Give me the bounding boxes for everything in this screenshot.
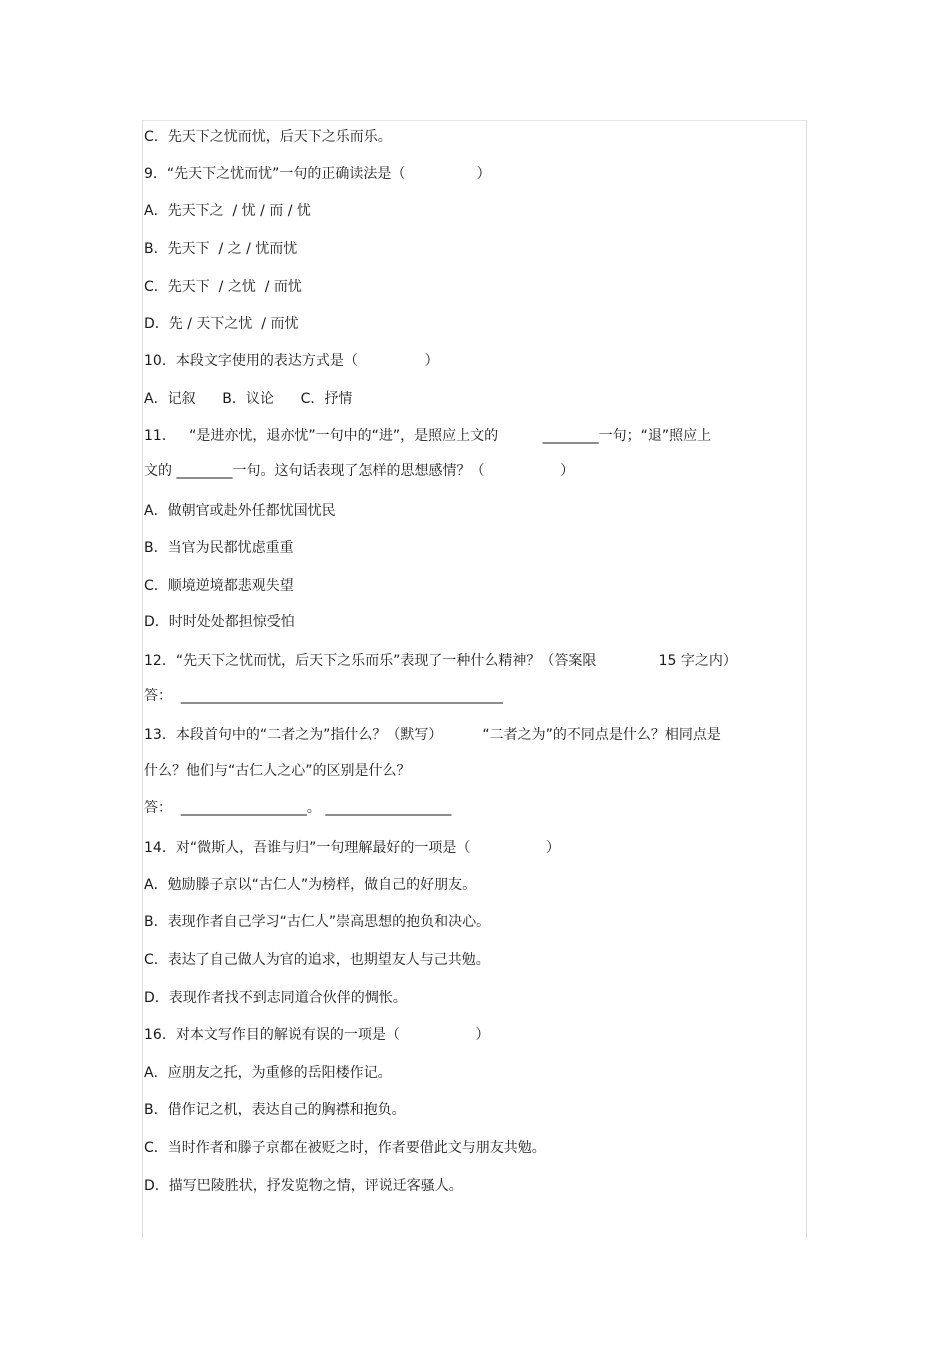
q8-option-c: C．先天下之忧而忧，后天下之乐而乐。 (144, 129, 392, 145)
q11-question-line1: 11． “是进亦忧，退亦忧”一句中的“进”，是照应上文的 ________一句；“退”照应上 (144, 428, 712, 444)
q11-option-d: D．时时处处都担惊受怕 (144, 614, 295, 630)
q16-option-d: D．描写巴陵胜状，抒发览物之情，评说迁客骚人。 (144, 1178, 463, 1194)
q13-answer-line: 答： __________________。 __________________ (144, 800, 452, 816)
q14-option-c: C．表达了自己做人为官的追求，也期望友人与己共勉。 (144, 952, 490, 968)
q10-question: 10．本段文字使用的表达方式是（ ） (144, 353, 439, 369)
page-frame-right (806, 120, 807, 1238)
q9-question: 9．“先天下之忧而忧”一句的正确读法是（ ） (144, 166, 491, 182)
q9-option-a: A．先天下之 / 忧 / 而 / 忧 (144, 203, 311, 219)
q12-question: 12．“先天下之忧而忧，后天下之乐而乐”表现了一种什么精神？（答案限 15 字之内） (144, 653, 737, 669)
q11-option-b: B．当官为民都忧虑重重 (144, 540, 294, 556)
q14-option-d: D．表现作者找不到志同道合伙伴的惆怅。 (144, 990, 407, 1006)
q14-option-a: A．勉励滕子京以“古仁人”为榜样，做自己的好朋友。 (144, 877, 477, 893)
q10-options: A．记叙 B．议论 C．抒情 (144, 391, 353, 407)
q16-option-c: C．当时作者和滕子京都在被贬之时，作者要借此文与朋友共勉。 (144, 1140, 546, 1156)
q16-option-b: B．借作记之机，表达自己的胸襟和抱负。 (144, 1102, 406, 1118)
q9-option-d: D．先 / 天下之忧 / 而忧 (144, 316, 299, 332)
q16-option-a: A．应朋友之托，为重修的岳阳楼作记。 (144, 1065, 392, 1081)
q9-option-c: C．先天下 / 之忧 / 而忧 (144, 279, 302, 295)
q13-question-line1: 13．本段首句中的“二者之为”指什么？（默写） “二者之为”的不同点是什么？相同点是 (144, 727, 721, 743)
q14-question: 14．对“微斯人，吾谁与归”一句理解最好的一项是（ ） (144, 840, 560, 856)
q12-answer-line: 答： ______________________________________________ (144, 688, 503, 704)
q11-question-line2: 文的 ________一句。这句话表现了怎样的思想感情？（ ） (144, 463, 575, 479)
q9-option-b: B．先天下 / 之 / 忧而忧 (144, 241, 298, 257)
page-frame-left (142, 120, 143, 1238)
q16-question: 16．对本文写作目的解说有误的一项是（ ） (144, 1027, 490, 1043)
q11-option-a: A．做朝官或赴外任都忧国忧民 (144, 503, 336, 519)
q13-question-line2: 什么？他们与“古仁人之心”的区别是什么？ (144, 763, 411, 779)
q14-option-b: B．表现作者自己学习“古仁人”崇高思想的抱负和决心。 (144, 914, 491, 930)
q11-option-c: C．顺境逆境都悲观失望 (144, 578, 294, 594)
page-frame-top (142, 120, 807, 121)
